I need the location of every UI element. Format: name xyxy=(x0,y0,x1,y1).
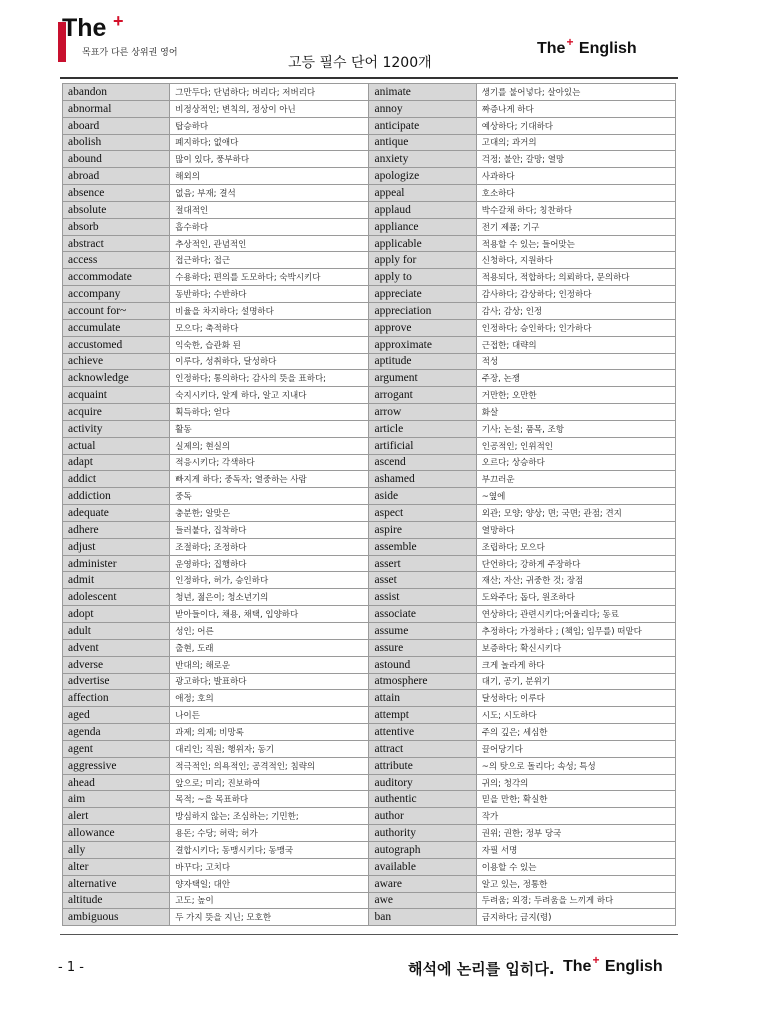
english-word: adapt xyxy=(63,454,170,471)
english-word: approve xyxy=(369,319,476,336)
english-word: available xyxy=(369,858,476,875)
korean-meaning: 양자택일; 대안 xyxy=(170,875,369,892)
korean-meaning: 반대의; 해로운 xyxy=(170,656,369,673)
table-row xyxy=(63,100,676,117)
korean-meaning: 중독 xyxy=(170,488,369,505)
korean-meaning: 충분한; 알맞은 xyxy=(170,505,369,522)
english-word: altitude xyxy=(63,892,170,909)
korean-meaning: 방심하지 않는; 조심하는; 기민한; xyxy=(170,808,369,825)
english-word: anticipate xyxy=(369,117,476,134)
korean-meaning: 예상하다; 기대하다 xyxy=(476,117,675,134)
korean-meaning: 크게 놀라게 하다 xyxy=(476,656,675,673)
table-row xyxy=(63,724,676,741)
english-word: accompany xyxy=(63,286,170,303)
table-row xyxy=(63,235,676,252)
korean-meaning: 박수갈채 하다; 칭찬하다 xyxy=(476,201,675,218)
table-row xyxy=(63,909,676,926)
korean-meaning: 목적; ~을 목표하다 xyxy=(170,791,369,808)
korean-meaning: 적극적인; 의욕적인; 공격적인; 침략의 xyxy=(170,757,369,774)
english-word: aptitude xyxy=(369,353,476,370)
english-word: alter xyxy=(63,858,170,875)
korean-meaning: 익숙한, 습관화 된 xyxy=(170,336,369,353)
korean-meaning: 달성하다; 이루다 xyxy=(476,690,675,707)
korean-meaning: 재산; 자산; 귀중한 것; 장점 xyxy=(476,572,675,589)
korean-meaning: 들러붙다, 집착하다 xyxy=(170,521,369,538)
english-word: appreciation xyxy=(369,302,476,319)
english-word: attribute xyxy=(369,757,476,774)
table-row xyxy=(63,168,676,185)
korean-meaning: 알고 있는, 정통한 xyxy=(476,875,675,892)
korean-meaning: 대리인; 직원; 행위자; 동기 xyxy=(170,740,369,757)
table-row xyxy=(63,404,676,421)
korean-meaning: 애정; 호의 xyxy=(170,690,369,707)
korean-meaning: 전기 제품; 기구 xyxy=(476,218,675,235)
korean-meaning: 자필 서명 xyxy=(476,841,675,858)
footer-slogan: 해석에 논리를 입히다. xyxy=(408,960,555,978)
korean-meaning: 없음; 부재; 결석 xyxy=(170,185,369,202)
english-word: acquaint xyxy=(63,387,170,404)
korean-meaning: 적성 xyxy=(476,353,675,370)
korean-meaning: 숙지시키다, 알게 하다, 알고 지내다 xyxy=(170,387,369,404)
korean-meaning: 인정하다; 승인하다; 인가하다 xyxy=(476,319,675,336)
table-row xyxy=(63,639,676,656)
korean-meaning: 호소하다 xyxy=(476,185,675,202)
english-word: assume xyxy=(369,623,476,640)
korean-meaning: 광고하다; 발표하다 xyxy=(170,673,369,690)
korean-meaning: 도와주다; 돕다, 원조하다 xyxy=(476,589,675,606)
korean-meaning: 인정하다, 허가, 승인하다 xyxy=(170,572,369,589)
english-word: ban xyxy=(369,909,476,926)
korean-meaning: 폐지하다; 없애다 xyxy=(170,134,369,151)
table-row xyxy=(63,286,676,303)
english-word: approximate xyxy=(369,336,476,353)
korean-meaning: 두 가지 뜻을 지닌; 모호한 xyxy=(170,909,369,926)
korean-meaning: 조절하다; 조정하다 xyxy=(170,538,369,555)
table-row xyxy=(63,471,676,488)
english-word: attain xyxy=(369,690,476,707)
table-row xyxy=(63,841,676,858)
korean-meaning: 결합시키다; 동맹시키다; 동맹국 xyxy=(170,841,369,858)
table-row xyxy=(63,201,676,218)
english-word: attempt xyxy=(369,707,476,724)
table-row xyxy=(63,707,676,724)
english-word: animate xyxy=(369,84,476,101)
korean-meaning: 고대의; 과거의 xyxy=(476,134,675,151)
english-word: applaud xyxy=(369,201,476,218)
english-word: auditory xyxy=(369,774,476,791)
table-row xyxy=(63,151,676,168)
korean-meaning: 금지하다; 금지(령) xyxy=(476,909,675,926)
english-word: aware xyxy=(369,875,476,892)
korean-meaning: ~옆에 xyxy=(476,488,675,505)
english-word: aside xyxy=(369,488,476,505)
korean-meaning: 비율을 차지하다; 설명하다 xyxy=(170,302,369,319)
table-row xyxy=(63,420,676,437)
korean-meaning: 적용되다, 적합하다; 의뢰하다, 문의하다 xyxy=(476,269,675,286)
footer-divider xyxy=(60,934,678,935)
english-word: awe xyxy=(369,892,476,909)
korean-meaning: 주장, 논쟁 xyxy=(476,370,675,387)
table-row xyxy=(63,84,676,101)
english-word: argument xyxy=(369,370,476,387)
english-word: annoy xyxy=(369,100,476,117)
english-word: asset xyxy=(369,572,476,589)
korean-meaning: 두려움; 외경; 두려움을 느끼게 하다 xyxy=(476,892,675,909)
korean-meaning: 오르다; 상승하다 xyxy=(476,454,675,471)
table-row xyxy=(63,488,676,505)
english-word: account for~ xyxy=(63,302,170,319)
korean-meaning: 성인; 어른 xyxy=(170,623,369,640)
english-word: anxiety xyxy=(369,151,476,168)
korean-meaning: 화살 xyxy=(476,404,675,421)
vocabulary-table xyxy=(62,83,676,926)
brand-english: English xyxy=(578,40,637,57)
table-row xyxy=(63,892,676,909)
english-word: aim xyxy=(63,791,170,808)
english-word: assert xyxy=(369,555,476,572)
korean-meaning: 단언하다; 강하게 주장하다 xyxy=(476,555,675,572)
korean-meaning: 인정하다; 통의하다; 감사의 뜻을 표하다; xyxy=(170,370,369,387)
korean-meaning: 조립하다; 모으다 xyxy=(476,538,675,555)
brand-plus-icon: + xyxy=(566,35,574,49)
logo-plus-icon: + xyxy=(113,11,124,31)
english-word: actual xyxy=(63,437,170,454)
korean-meaning: 흡수하다 xyxy=(170,218,369,235)
korean-meaning: 추상적인, 관념적인 xyxy=(170,235,369,252)
english-word: absence xyxy=(63,185,170,202)
korean-meaning: 적응시키다; 각색하다 xyxy=(170,454,369,471)
english-word: apply to xyxy=(369,269,476,286)
english-word: appeal xyxy=(369,185,476,202)
english-word: ascend xyxy=(369,454,476,471)
english-word: administer xyxy=(63,555,170,572)
english-word: activity xyxy=(63,420,170,437)
english-word: agent xyxy=(63,740,170,757)
english-word: applicable xyxy=(369,235,476,252)
english-word: absolute xyxy=(63,201,170,218)
table-row xyxy=(63,302,676,319)
english-word: adhere xyxy=(63,521,170,538)
table-row xyxy=(63,134,676,151)
english-word: assist xyxy=(369,589,476,606)
english-word: accustomed xyxy=(63,336,170,353)
english-word: access xyxy=(63,252,170,269)
table-row xyxy=(63,252,676,269)
english-word: adolescent xyxy=(63,589,170,606)
table-row xyxy=(63,117,676,134)
table-row xyxy=(63,555,676,572)
english-word: apologize xyxy=(369,168,476,185)
table-row xyxy=(63,808,676,825)
english-word: advent xyxy=(63,639,170,656)
table-row xyxy=(63,336,676,353)
english-word: abolish xyxy=(63,134,170,151)
english-word: absorb xyxy=(63,218,170,235)
table-row xyxy=(63,656,676,673)
english-word: authority xyxy=(369,825,476,842)
english-word: ashamed xyxy=(369,471,476,488)
english-word: abandon xyxy=(63,84,170,101)
english-word: agenda xyxy=(63,724,170,741)
english-word: appreciate xyxy=(369,286,476,303)
english-word: attentive xyxy=(369,724,476,741)
korean-meaning: 걱정; 불안; 갈망; 열망 xyxy=(476,151,675,168)
table-row xyxy=(63,690,676,707)
table-row xyxy=(63,437,676,454)
english-word: admit xyxy=(63,572,170,589)
table-row xyxy=(63,505,676,522)
korean-meaning: 활동 xyxy=(170,420,369,437)
table-row xyxy=(63,353,676,370)
english-word: acknowledge xyxy=(63,370,170,387)
table-row xyxy=(63,185,676,202)
korean-meaning: 외관; 모양; 양상; 면; 국면; 관점; 견지 xyxy=(476,505,675,522)
english-word: arrow xyxy=(369,404,476,421)
table-row xyxy=(63,757,676,774)
english-word: abound xyxy=(63,151,170,168)
korean-meaning: 주의 깊은; 세심한 xyxy=(476,724,675,741)
english-word: adopt xyxy=(63,606,170,623)
table-row xyxy=(63,740,676,757)
korean-meaning: ~의 탓으로 돌리다; 속성; 특성 xyxy=(476,757,675,774)
vocabulary-table-body xyxy=(63,84,676,926)
korean-meaning: 이용할 수 있는 xyxy=(476,858,675,875)
table-row xyxy=(63,589,676,606)
korean-meaning: 신청하다, 지원하다 xyxy=(476,252,675,269)
english-word: arrogant xyxy=(369,387,476,404)
footer-brand-plus-icon: + xyxy=(592,953,600,967)
korean-meaning: 앞으로; 미리; 진보하여 xyxy=(170,774,369,791)
page-title: 고등 필수 단어 1200개 xyxy=(288,55,432,71)
logo-text: The xyxy=(62,14,107,42)
tagline: 목표가 다른 상위권 영어 xyxy=(82,48,178,58)
korean-meaning: 그만두다; 단념하다; 버리다; 저버리다 xyxy=(170,84,369,101)
korean-meaning: 과제; 의제; 비망록 xyxy=(170,724,369,741)
korean-meaning: 연상하다; 관련시키다;어울리다; 동료 xyxy=(476,606,675,623)
english-word: aboard xyxy=(63,117,170,134)
english-word: acquire xyxy=(63,404,170,421)
english-word: alert xyxy=(63,808,170,825)
english-word: article xyxy=(369,420,476,437)
english-word: apply for xyxy=(369,252,476,269)
korean-meaning: 거만한; 오만한 xyxy=(476,387,675,404)
footer-brand xyxy=(563,953,663,976)
english-word: autograph xyxy=(369,841,476,858)
korean-meaning: 청년, 젊은이; 청소년기의 xyxy=(170,589,369,606)
korean-meaning: 추정하다; 가정하다 ; (책임; 임무를) 떠맡다 xyxy=(476,623,675,640)
english-word: adverse xyxy=(63,656,170,673)
korean-meaning: 기사; 논설; 품목, 조항 xyxy=(476,420,675,437)
korean-meaning: 받아들이다, 채용, 채택, 입양하다 xyxy=(170,606,369,623)
table-row xyxy=(63,858,676,875)
english-word: alternative xyxy=(63,875,170,892)
footer-brand-the: The xyxy=(563,958,592,975)
english-word: ambiguous xyxy=(63,909,170,926)
table-row xyxy=(63,269,676,286)
table-row xyxy=(63,572,676,589)
table-row xyxy=(63,673,676,690)
korean-meaning: 적용할 수 있는; 들어맞는 xyxy=(476,235,675,252)
korean-meaning: 감사하다; 감상하다; 인정하다 xyxy=(476,286,675,303)
table-row xyxy=(63,606,676,623)
brand-name xyxy=(537,35,637,58)
korean-meaning: 빠지게 하다; 중독자; 열중하는 사람 xyxy=(170,471,369,488)
korean-meaning: 이루다, 성취하다, 달성하다 xyxy=(170,353,369,370)
english-word: aspect xyxy=(369,505,476,522)
english-word: associate xyxy=(369,606,476,623)
english-word: achieve xyxy=(63,353,170,370)
korean-meaning: 비정상적인; 변칙의, 정상이 아닌 xyxy=(170,100,369,117)
english-word: aspire xyxy=(369,521,476,538)
korean-meaning: 출현, 도래 xyxy=(170,639,369,656)
korean-meaning: 사과하다 xyxy=(476,168,675,185)
korean-meaning: 운영하다; 집행하다 xyxy=(170,555,369,572)
english-word: atmosphere xyxy=(369,673,476,690)
english-word: adult xyxy=(63,623,170,640)
korean-meaning: 보증하다; 확신시키다 xyxy=(476,639,675,656)
english-word: advertise xyxy=(63,673,170,690)
english-word: addict xyxy=(63,471,170,488)
korean-meaning: 나이든 xyxy=(170,707,369,724)
table-row xyxy=(63,538,676,555)
table-row xyxy=(63,454,676,471)
english-word: author xyxy=(369,808,476,825)
english-word: astound xyxy=(369,656,476,673)
table-row xyxy=(63,623,676,640)
english-word: artificial xyxy=(369,437,476,454)
korean-meaning: 인공적인; 인위적인 xyxy=(476,437,675,454)
english-word: adjust xyxy=(63,538,170,555)
english-word: assure xyxy=(369,639,476,656)
korean-meaning: 짜증나게 하다 xyxy=(476,100,675,117)
english-word: appliance xyxy=(369,218,476,235)
korean-meaning: 작가 xyxy=(476,808,675,825)
english-word: assemble xyxy=(369,538,476,555)
english-word: ahead xyxy=(63,774,170,791)
table-row xyxy=(63,370,676,387)
table-row xyxy=(63,875,676,892)
korean-meaning: 획득하다; 얻다 xyxy=(170,404,369,421)
english-word: allowance xyxy=(63,825,170,842)
english-word: ally xyxy=(63,841,170,858)
korean-meaning: 모으다; 축적하다 xyxy=(170,319,369,336)
korean-meaning: 시도; 시도하다 xyxy=(476,707,675,724)
korean-meaning: 믿을 만한; 확실한 xyxy=(476,791,675,808)
korean-meaning: 수용하다; 편의를 도모하다; 숙박시키다 xyxy=(170,269,369,286)
korean-meaning: 많이 있다, 풍부하다 xyxy=(170,151,369,168)
english-word: authentic xyxy=(369,791,476,808)
english-word: adequate xyxy=(63,505,170,522)
english-word: affection xyxy=(63,690,170,707)
korean-meaning: 접근하다; 접근 xyxy=(170,252,369,269)
korean-meaning: 끌어당기다 xyxy=(476,740,675,757)
korean-meaning: 부끄러운 xyxy=(476,471,675,488)
table-row xyxy=(63,218,676,235)
table-row xyxy=(63,521,676,538)
brand-the: The xyxy=(537,40,566,57)
korean-meaning: 대기, 공기, 분위기 xyxy=(476,673,675,690)
korean-meaning: 권위; 권한; 정부 당국 xyxy=(476,825,675,842)
table-row xyxy=(63,774,676,791)
korean-meaning: 용돈; 수당; 허락; 허가 xyxy=(170,825,369,842)
korean-meaning: 절대적인 xyxy=(170,201,369,218)
korean-meaning: 감사; 감상; 인정 xyxy=(476,302,675,319)
table-row xyxy=(63,791,676,808)
korean-meaning: 생기를 불어넣다; 살아있는 xyxy=(476,84,675,101)
english-word: abnormal xyxy=(63,100,170,117)
english-word: addiction xyxy=(63,488,170,505)
english-word: accumulate xyxy=(63,319,170,336)
korean-meaning: 근접한; 대략의 xyxy=(476,336,675,353)
table-row xyxy=(63,387,676,404)
korean-meaning: 실제의; 현실의 xyxy=(170,437,369,454)
table-row xyxy=(63,319,676,336)
table-row xyxy=(63,825,676,842)
korean-meaning: 바꾸다; 고치다 xyxy=(170,858,369,875)
english-word: attract xyxy=(369,740,476,757)
header-divider xyxy=(60,77,678,79)
english-word: aged xyxy=(63,707,170,724)
footer-brand-english: English xyxy=(604,958,663,975)
korean-meaning: 귀의; 청각의 xyxy=(476,774,675,791)
english-word: abstract xyxy=(63,235,170,252)
page-number: - 1 - xyxy=(58,960,84,975)
english-word: abroad xyxy=(63,168,170,185)
korean-meaning: 고도; 높이 xyxy=(170,892,369,909)
korean-meaning: 열망하다 xyxy=(476,521,675,538)
english-word: aggressive xyxy=(63,757,170,774)
korean-meaning: 동반하다; 수반하다 xyxy=(170,286,369,303)
english-word: accommodate xyxy=(63,269,170,286)
korean-meaning: 탑승하다 xyxy=(170,117,369,134)
korean-meaning: 해외의 xyxy=(170,168,369,185)
english-word: antique xyxy=(369,134,476,151)
page-header xyxy=(0,0,768,80)
